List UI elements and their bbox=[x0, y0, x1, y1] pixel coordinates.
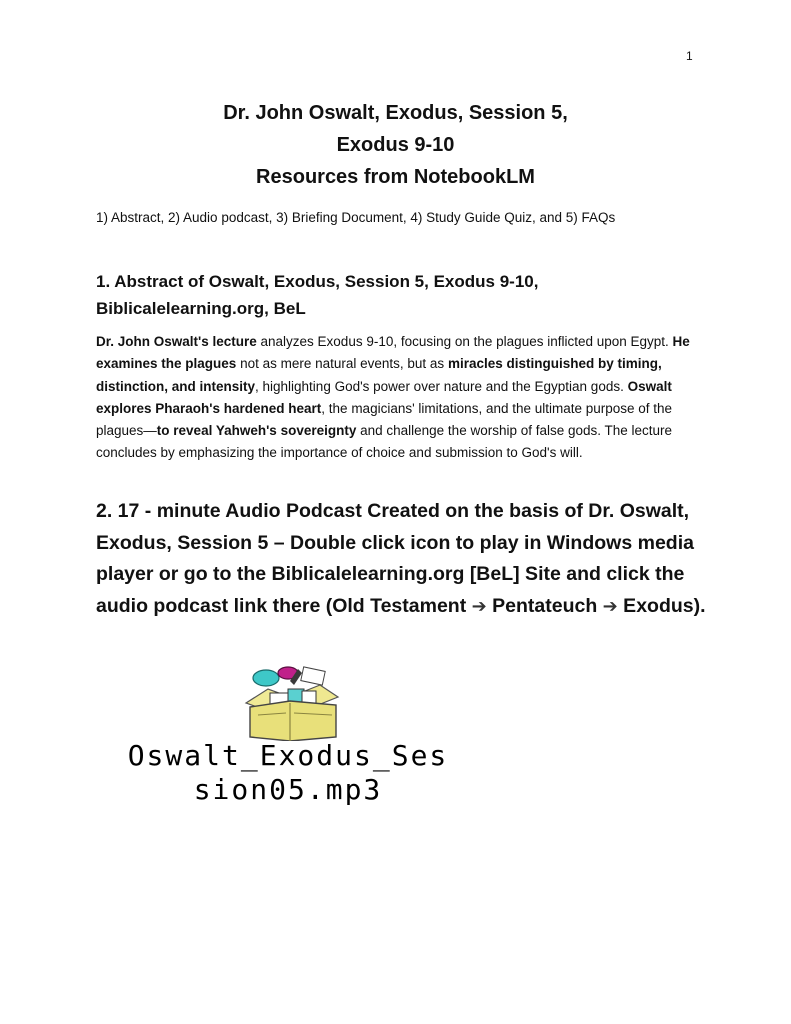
podcast-heading bbox=[96, 496, 736, 622]
abstract-heading-line-2: Biblicalelearning.org, BeL bbox=[96, 299, 306, 318]
package-icon[interactable] bbox=[228, 663, 353, 741]
audio-file-attachment[interactable] bbox=[88, 663, 508, 813]
document-title bbox=[0, 97, 791, 193]
arrow-right-icon: ➔ bbox=[471, 595, 487, 617]
abstract-text: not as mere natural events, but as bbox=[236, 356, 448, 372]
abstract-heading bbox=[96, 268, 716, 322]
title-line-1: Dr. John Oswalt, Exodus, Session 5, bbox=[223, 102, 568, 124]
audio-file-name-line-2: sion05.mp3 bbox=[193, 773, 383, 806]
abstract-emphasis: to reveal Yahweh's sovereignty bbox=[156, 423, 357, 439]
audio-file-name[interactable] bbox=[88, 739, 488, 807]
resources-list: 1) Abstract, 2) Audio podcast, 3) Briefing Document, 4) Study Guide Quiz, and 5) FAQs bbox=[96, 210, 616, 225]
podcast-heading-text-1: 2. 17 - minute Audio Podcast Created on the basis of Dr. Oswalt, Exodus, Session 5 – Double click icon to play in Windows media player or go to the Biblicalelearning.org [BeL] Site and click the audio podcast link there (Old Testament bbox=[96, 500, 694, 617]
page-number: 1 bbox=[686, 49, 693, 63]
abstract-heading-line-1: 1. Abstract of Oswalt, Exodus, Session 5, Exodus 9-10, bbox=[96, 272, 539, 291]
abstract-emphasis: Dr. John Oswalt's lecture bbox=[96, 334, 257, 349]
title-line-2: Exodus 9-10 bbox=[336, 134, 455, 156]
abstract-text: and challenge the worship of false gods. The lecture concludes by emphasizing the importance of choice and submission to God's will. bbox=[96, 423, 673, 461]
abstract-text: , the magicians' limitations, and the ultimate purpose of the plagues— bbox=[96, 400, 673, 439]
abstract-emphasis: Oswalt explores Pharaoh's hardened heart bbox=[96, 378, 672, 416]
abstract-emphasis: He examines the plagues bbox=[96, 334, 690, 372]
title-line-3: Resources from NotebookLM bbox=[256, 166, 535, 188]
abstract-text: , highlighting God's power over nature and the Egyptian gods. bbox=[255, 378, 628, 394]
podcast-heading-text-2: Pentateuch bbox=[486, 594, 603, 617]
audio-file-name-line-1: Oswalt_Exodus_Ses bbox=[127, 739, 449, 772]
podcast-heading-text-3: Exodus). bbox=[617, 594, 706, 617]
abstract-text: analyzes Exodus 9-10, focusing on the plagues inflicted upon Egypt. bbox=[256, 334, 673, 349]
abstract-paragraph bbox=[96, 331, 708, 465]
abstract-emphasis: miracles distinguished by timing, distinction, and intensity bbox=[96, 356, 662, 394]
arrow-right-icon: ➔ bbox=[602, 595, 618, 617]
